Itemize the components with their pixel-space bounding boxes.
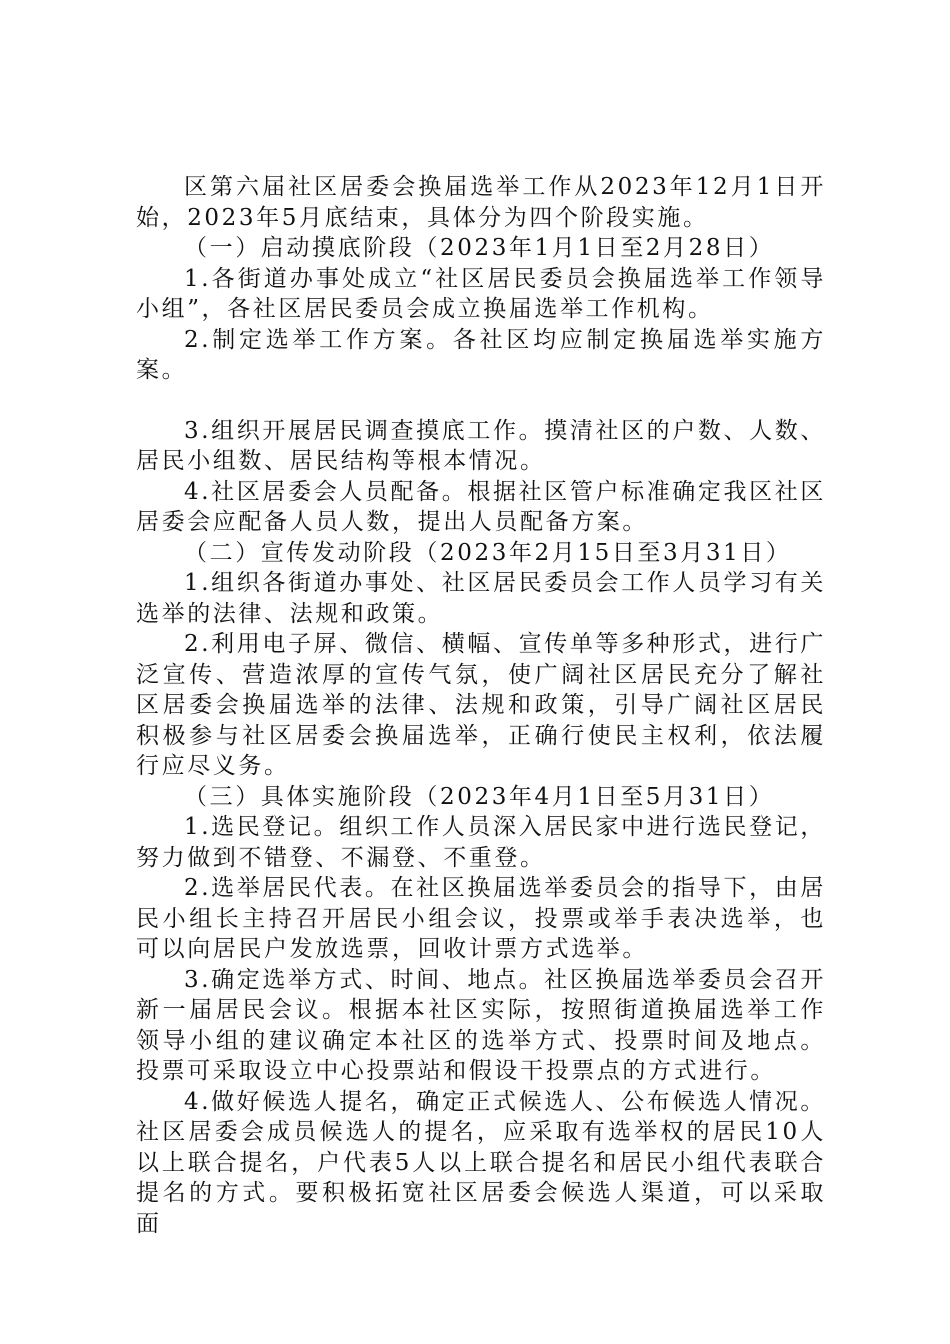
section-heading-2: （二）宣传发动阶段（2023年2月15日至3月31日）: [184, 539, 792, 566]
section-heading-3: （三）具体实施阶段（2023年4月1日至5月31日）: [184, 783, 775, 810]
paragraph-1-3: 3.组织开展居民调查摸底工作。摸清社区的户数、人数、居民小组数、居民结构等根本情况。: [136, 417, 826, 474]
paragraph-intro: 区第六届社区居委会换届选举工作从2023年12月1日开始，2023年5月底结束，具体分为四个阶段实施。: [136, 174, 826, 231]
paragraph-1-1: 1.各街道办事处成立“社区居民委员会换届选举工作领导小组”，各社区居民委员会成立换届选举工作机构。: [136, 265, 826, 322]
paragraph-3-1: 1.选民登记。组织工作人员深入居民家中进行选民登记，努力做到不错登、不漏登、不重登。: [136, 814, 826, 871]
section-heading-1: （一）启动摸底阶段（2023年1月1日至2月28日）: [184, 235, 775, 261]
paragraph-3-2: 2.选举居民代表。在社区换届选举委员会的指导下，由居民小组长主持召开居民小组会议，投票或举手表决选举，也可以向居民户发放选票，回收计票方式选举。: [136, 875, 826, 962]
paragraph-2-1: 1.组织各街道办事处、社区居民委员会工作人员学习有关选举的法律、法规和政策。: [136, 570, 826, 627]
paragraph-1-2: 2.制定选举工作方案。各社区均应制定换届选举实施方案。: [136, 326, 826, 383]
document-body: [136, 172, 826, 1239]
paragraph-3-4: 4.做好候选人提名，确定正式候选人、公布候选人情况。社区居委会成员候选人的提名，应采取有选举权的居民10人以上联合提名，户代表5人以上联合提名和居民小组代表联合提名的方式。要积极拓宽社区居委会候选人渠道，可以采取面: [136, 1088, 826, 1237]
paragraph-3-3: 3.确定选举方式、时间、地点。社区换届选举委员会召开新一届居民会议。根据本社区实际，按照街道换届选举工作领导小组的建议确定本社区的选举方式、投票时间及地点。投票可采取设立中心投票站和假设干投票点的方式进行。: [136, 966, 826, 1084]
blank-line: [136, 386, 826, 416]
paragraph-1-4: 4.社区居委会人员配备。根据社区管户标准确定我区社区居委会应配备人员人数，提出人员配备方案。: [136, 478, 826, 535]
paragraph-2-2: 2.利用电子屏、微信、横幅、宣传单等多种形式，进行广泛宣传、营造浓厚的宣传气氛，使广阔社区居民充分了解社区居委会换届选举的法律、法规和政策，引导广阔社区居民积极参与社区居委会换届选举，正确行使民主权利，依法履行应尽义务。: [136, 631, 826, 779]
